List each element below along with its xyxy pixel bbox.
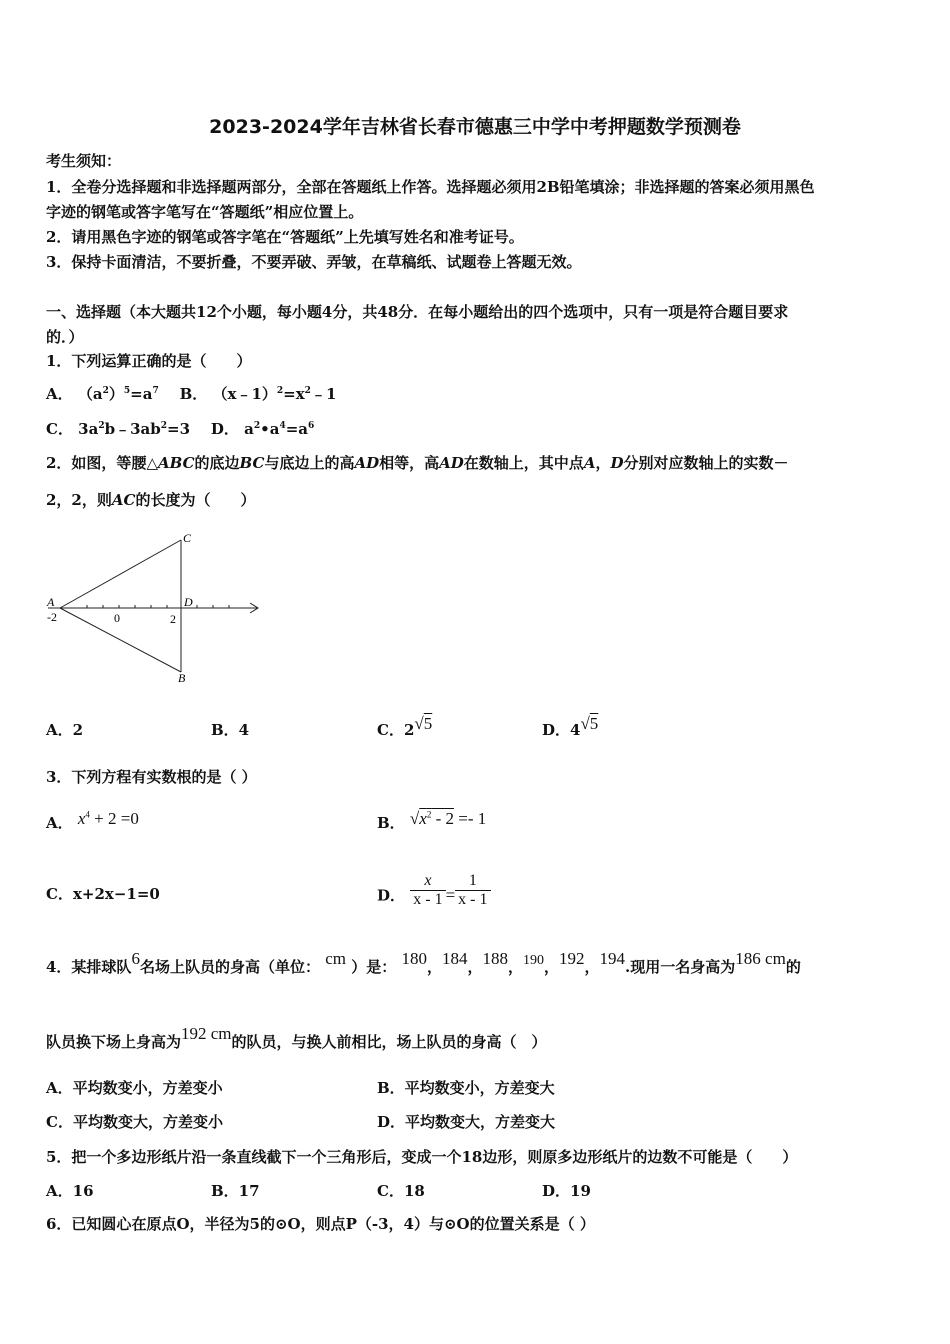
q3-d-numerator-2: 1 — [455, 872, 490, 891]
q1-option-d-label: D． — [210, 420, 239, 438]
q3-option-b: B． $√x^2 - 2 =- 1$ — [377, 809, 487, 832]
q2-option-d-label: D．4 — [542, 721, 581, 739]
q4-unit: cm — [325, 949, 346, 968]
q5-option-c: C．18 — [377, 1182, 425, 1200]
q2-text: 在数轴上，其中点 — [463, 454, 584, 472]
q4-count: 6 — [131, 949, 140, 968]
notice-line-1b: 字迹的钢笔或答字笔写在“答题纸”相应位置上。 — [46, 203, 364, 221]
q1-stem: 1．下列运算正确的是（ ） — [46, 352, 252, 370]
section1-line-1: 一、选择题（本大题共12个小题，每小题4分，共48分．在每小题给出的四个选项中，只有一项是符合题目要求 — [46, 303, 789, 321]
q2-segment-bc: BC — [239, 454, 265, 472]
q4-text: 的 — [785, 958, 801, 976]
q4-stem-line-1 — [46, 949, 801, 979]
q2-option-c-radicand: 5 — [423, 714, 433, 733]
q4-text: ）是： — [351, 958, 397, 976]
q4-stem-line-2 — [46, 1024, 547, 1052]
notice-heading: 考生须知： — [46, 152, 122, 170]
segment-ac — [60, 540, 181, 608]
q2-segment-ad: AD — [354, 454, 380, 472]
q1-options-cd: C． $3a^2b﹣3ab^2=3$ D． $a^2•a^4=a^6$ — [46, 420, 315, 438]
fig-label-c: C — [183, 531, 192, 545]
fig-tick-2: 2 — [170, 612, 176, 626]
q2-option-c: C．2√5 — [377, 714, 433, 739]
q2-option-b: B．4 — [211, 721, 250, 739]
q2-text: 2，2，则 — [46, 491, 112, 509]
q4-sep: ， — [584, 958, 600, 976]
section1-line-2: 的．） — [46, 328, 84, 346]
q4-option-d: D．平均数变大，方差变大 — [377, 1113, 556, 1131]
q2-option-d: D．4√5 — [542, 714, 599, 739]
q6-stem: 6．已知圆心在原点O，半径为5的⊙O，则点P（-3，4）与⊙O的位置关系是（ ） — [46, 1215, 595, 1233]
q4-height-4: 190 — [523, 953, 545, 968]
q2-figure — [40, 528, 270, 688]
q3-d-numerator-1: x — [410, 872, 445, 891]
q3-option-a-label: A． — [46, 814, 73, 832]
q4-text: 名场上队员的身高（单位： — [139, 958, 320, 976]
q2-segment-ad: AD — [439, 454, 464, 472]
q5-option-a: A．16 — [46, 1182, 94, 1200]
q3-d-denominator-2: x - 1 — [458, 891, 488, 908]
q4-text: 队员换下场上身高为 — [46, 1033, 182, 1051]
q2-text: 分别对应数轴上的实数－ — [623, 454, 789, 472]
q3-option-d: D． $\frac{x}{x - 1}$ = $\frac{1}{x - 1}$ — [377, 884, 491, 909]
notice-line-3: 3．保持卡面清洁，不要折叠，不要弄破、弄皱，在草稿纸、试题卷上答题无效。 — [46, 253, 582, 271]
q2-option-a: A．2 — [46, 721, 84, 739]
q2-text: 2．如图，等腰△ — [46, 454, 158, 472]
q5-stem: 5．把一个多边形纸片沿一条直线截下一个三角形后，变成一个18边形，则原多边形纸片的边数不可能是（ ） — [46, 1148, 798, 1166]
q4-sep: ， — [508, 958, 524, 976]
q3-option-a: A． $x^4 + 2 =0$ — [46, 809, 139, 832]
q2-point-a: A — [583, 454, 596, 472]
q3-option-c: C．x+2x−1=0 — [46, 885, 160, 903]
q1-option-a-label: A． — [46, 385, 73, 403]
q4-option-b: B．平均数变小，方差变大 — [377, 1079, 555, 1097]
q2-stem-line-1 — [46, 453, 789, 473]
q3-d-denominator-1: x - 1 — [413, 891, 443, 908]
q4-text: 4．某排球队 — [46, 958, 132, 976]
fig-label-d: D — [184, 595, 193, 609]
q2-text: 的长度为（ ） — [135, 491, 256, 509]
q4-option-c: C．平均数变大，方差变小 — [46, 1113, 223, 1131]
q1-options-ab: A． $(a^2)^5=a^7$ B． $(x﹣1)^2=x^2﹣1$ — [46, 385, 337, 403]
q3-option-b-rhs: =- 1 — [458, 809, 487, 828]
q2-stem-line-2 — [46, 490, 255, 510]
q4-height-2: 184 — [441, 949, 468, 968]
q4-text: .现用一名身高为 — [625, 958, 736, 976]
fig-label-b: B — [178, 671, 186, 685]
q2-option-d-radicand: 5 — [589, 714, 599, 733]
q4-out-height: 192 cm — [181, 1024, 232, 1043]
q2-text: 与底边上的高 — [264, 454, 355, 472]
notice-line-2: 2．请用黑色字迹的钢笔或答字笔在“答题纸”上先填写姓名和准考证号。 — [46, 228, 524, 246]
notice-line-1a: 1．全卷分选择题和非选择题两部分，全部在答题纸上作答。选择题必须用2B铅笔填涂；非选择题的答案必须用黑色 — [46, 178, 815, 196]
q4-sep: ， — [426, 958, 442, 976]
segment-ab — [60, 608, 181, 672]
q2-option-c-label: C．2 — [377, 721, 415, 739]
q4-height-3: 188 — [482, 949, 508, 968]
q4-sep: ， — [544, 958, 560, 976]
q1-option-c-label: C． — [46, 420, 73, 438]
q2-segment-ac: AC — [111, 491, 136, 509]
fig-label-a: A — [47, 595, 55, 609]
q2-triangle-name: ABC — [157, 454, 195, 472]
q3-stem: 3．下列方程有实数根的是（ ） — [46, 768, 257, 786]
q5-option-d: D．19 — [542, 1182, 591, 1200]
q4-sep: ， — [467, 958, 483, 976]
q3-option-d-label: D． — [377, 886, 406, 905]
q5-option-b: B．17 — [211, 1182, 260, 1200]
q1-option-b-label: B． — [179, 385, 208, 403]
q4-text: 的队员，与换人前相比，场上队员的身高（ ） — [231, 1033, 547, 1051]
fig-tick-neg2: -2 — [47, 610, 57, 624]
page-title: 2023-2024学年吉林省长春市德惠三中学中考押题数学预测卷 — [209, 116, 741, 138]
q4-option-a: A．平均数变小，方差变小 — [46, 1079, 223, 1097]
q2-text: 的底边 — [194, 454, 240, 472]
q3-option-b-label: B． — [377, 814, 405, 832]
q4-height-6: 194 — [599, 949, 626, 968]
q2-point-d: D — [610, 454, 624, 472]
q2-text: ， — [595, 454, 611, 472]
q4-height-5: 192 — [559, 949, 585, 968]
q4-height-1: 180 — [401, 949, 427, 968]
fig-tick-0: 0 — [114, 611, 120, 625]
q2-text: 相等，高 — [379, 454, 440, 472]
q4-new-height: 186 cm — [735, 949, 786, 968]
